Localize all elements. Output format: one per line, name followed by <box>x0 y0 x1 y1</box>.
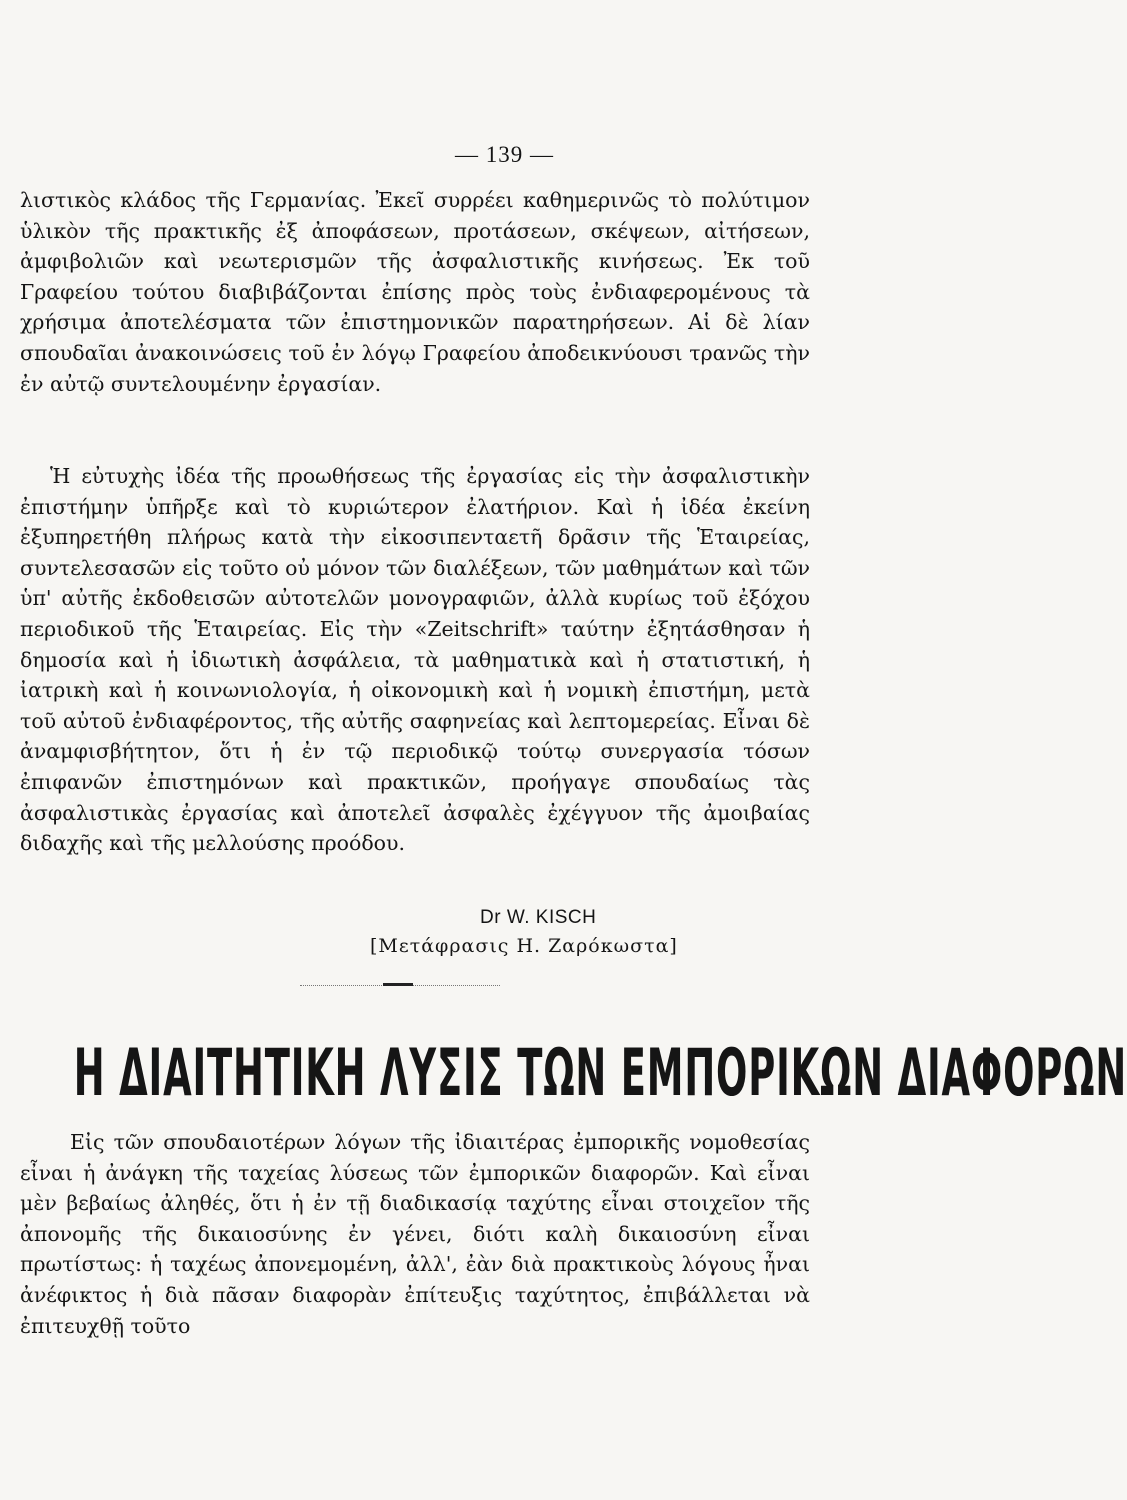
translation-credit: [Μετάφρασις Η. Ζαρόκωστα] <box>370 935 678 957</box>
divider-ornament <box>383 983 413 986</box>
paragraph-text: Εἰς τῶν σπουδαιοτέρων λόγων τῆς ἰδιαιτέρας ἐμπορικῆς νομοθεσίας εἶναι ἡ ἀνάγκη τῆς ταχείας λύσεως τῶν ἐμπορικῶν διαφορῶν. Καὶ εἶναι μὲν βεβαίως ἀληθές, ὅτι ἡ ἐν τῇ διαδικασίᾳ ταχύτης εἶναι στοιχεῖον τῆς ἀπονομῆς τῆς δικαιοσύνης ἐν γένει, διότι καλὴ δικαιοσύνη εἶναι πρωτίστως: ἡ ταχέως ἀπονεμομένη, ἀλλ', ἐὰν διὰ πρακτικοὺς λόγους ἦναι ἀνέφικτος ἡ διὰ πᾶσαν διαφορὰν ἐπίτευξις ταχύτητος, ἐπιβάλλεται νὰ ἐπιτευχθῇ τοῦτο <box>20 1130 810 1338</box>
section-title: Η ΔΙΑΙΤΗΤΙΚΗ ΛΥΣΙΣ ΤΩΝ ΕΜΠΟΡΙΚΩΝ ΔΙΑΦΟΡΩΝ <box>73 1033 1127 1111</box>
paragraph-zeitschrift <box>20 461 810 859</box>
paragraph-text: Ἡ εὐτυχὴς ἰδέα τῆς προωθήσεως τῆς ἐργασίας εἰς τὴν ἀσφαλιστικὴν ἐπιστήμην ὑπῆρξε καὶ τὸ κυριώτερον ἐλατήριον. Καὶ ἡ ἰδέα ἐκείνη ἐξυπηρετήθη πλήρως κατὰ τὴν εἰκοσιπενταετῆ δρᾶσιν τῆς Ἑταιρείας, συντελεσασῶν εἰς τοῦτο οὐ μόνον τῶν διαλέξεων, τῶν μαθημάτων καὶ τῶν ὑπ' αὐτῆς ἐκδοθεισῶν αὐτοτελῶν μονογραφιῶν, ἀλλὰ κυρίως τοῦ ἐξόχου περιοδικοῦ τῆς Ἑταιρείας. Εἰς τὴν «Zeitschrift» ταύτην ἐξητάσθησαν ἡ δημοσία καὶ ἡ ἰδιωτικὴ ἀσφάλεια, τὰ μαθηματικὰ καὶ ἡ στατιστική, ἡ ἰατρικὴ καὶ ἡ κοινωνιολογία, ἡ οἰκονομικὴ καὶ ἡ νομικὴ ἐπιστήμη, μετὰ τοῦ αὐτοῦ ἐνδιαφέροντος, τῆς αὐτῆς σαφηνείας καὶ λεπτομερείας. Εἶναι δὲ ἀναμφισβήτητον, ὅτι ἡ ἐν τῷ περιοδικῷ τούτῳ συνεργασία τόσων ἐπιφανῶν ἐπιστημόνων καὶ πρακτικῶν, προήγαγε σπουδαίως τὰς ἀσφαλιστικὰς ἐργασίας καὶ ἀποτελεῖ ἀσφαλὲς ἐχέγγυον τῆς ἀμοιβαίας διδαχῆς καὶ τῆς μελλούσης προόδου. <box>20 464 810 856</box>
paragraph-text: λιστικὸς κλάδος τῆς Γερμανίας. Ἐκεῖ συρρέει καθημερινῶς τὸ πολύτιμον ὑλικὸν τῆς πρακτικῆς ἐξ ἀποφάσεων, προτάσεων, σκέψεων, αἰτήσεων, ἀμφιβολιῶν καὶ νεωτερισμῶν τῆς ἀσφαλιστικῆς κινήσεως. Ἐκ τοῦ Γραφείου τούτου διαβιβάζονται ἐπίσης πρὸς τοὺς ἐνδιαφερομένους τὰ χρήσιμα ἀποτελέσματα τῶν ἐπιστημονικῶν παρατηρήσεων. Αἱ δὲ λίαν σπουδαῖαι ἀνακοινώσεις τοῦ ἐν λόγῳ Γραφείου ἀποδεικνύουσι τρανῶς τὴν ἐν αὐτῷ συντελουμένην ἐργασίαν. <box>20 188 810 396</box>
author-signature: Dr W. KISCH <box>480 907 597 928</box>
page-number: — 139 — <box>455 142 554 167</box>
section-first-paragraph <box>20 1127 810 1341</box>
paragraph-continuation <box>20 185 810 399</box>
